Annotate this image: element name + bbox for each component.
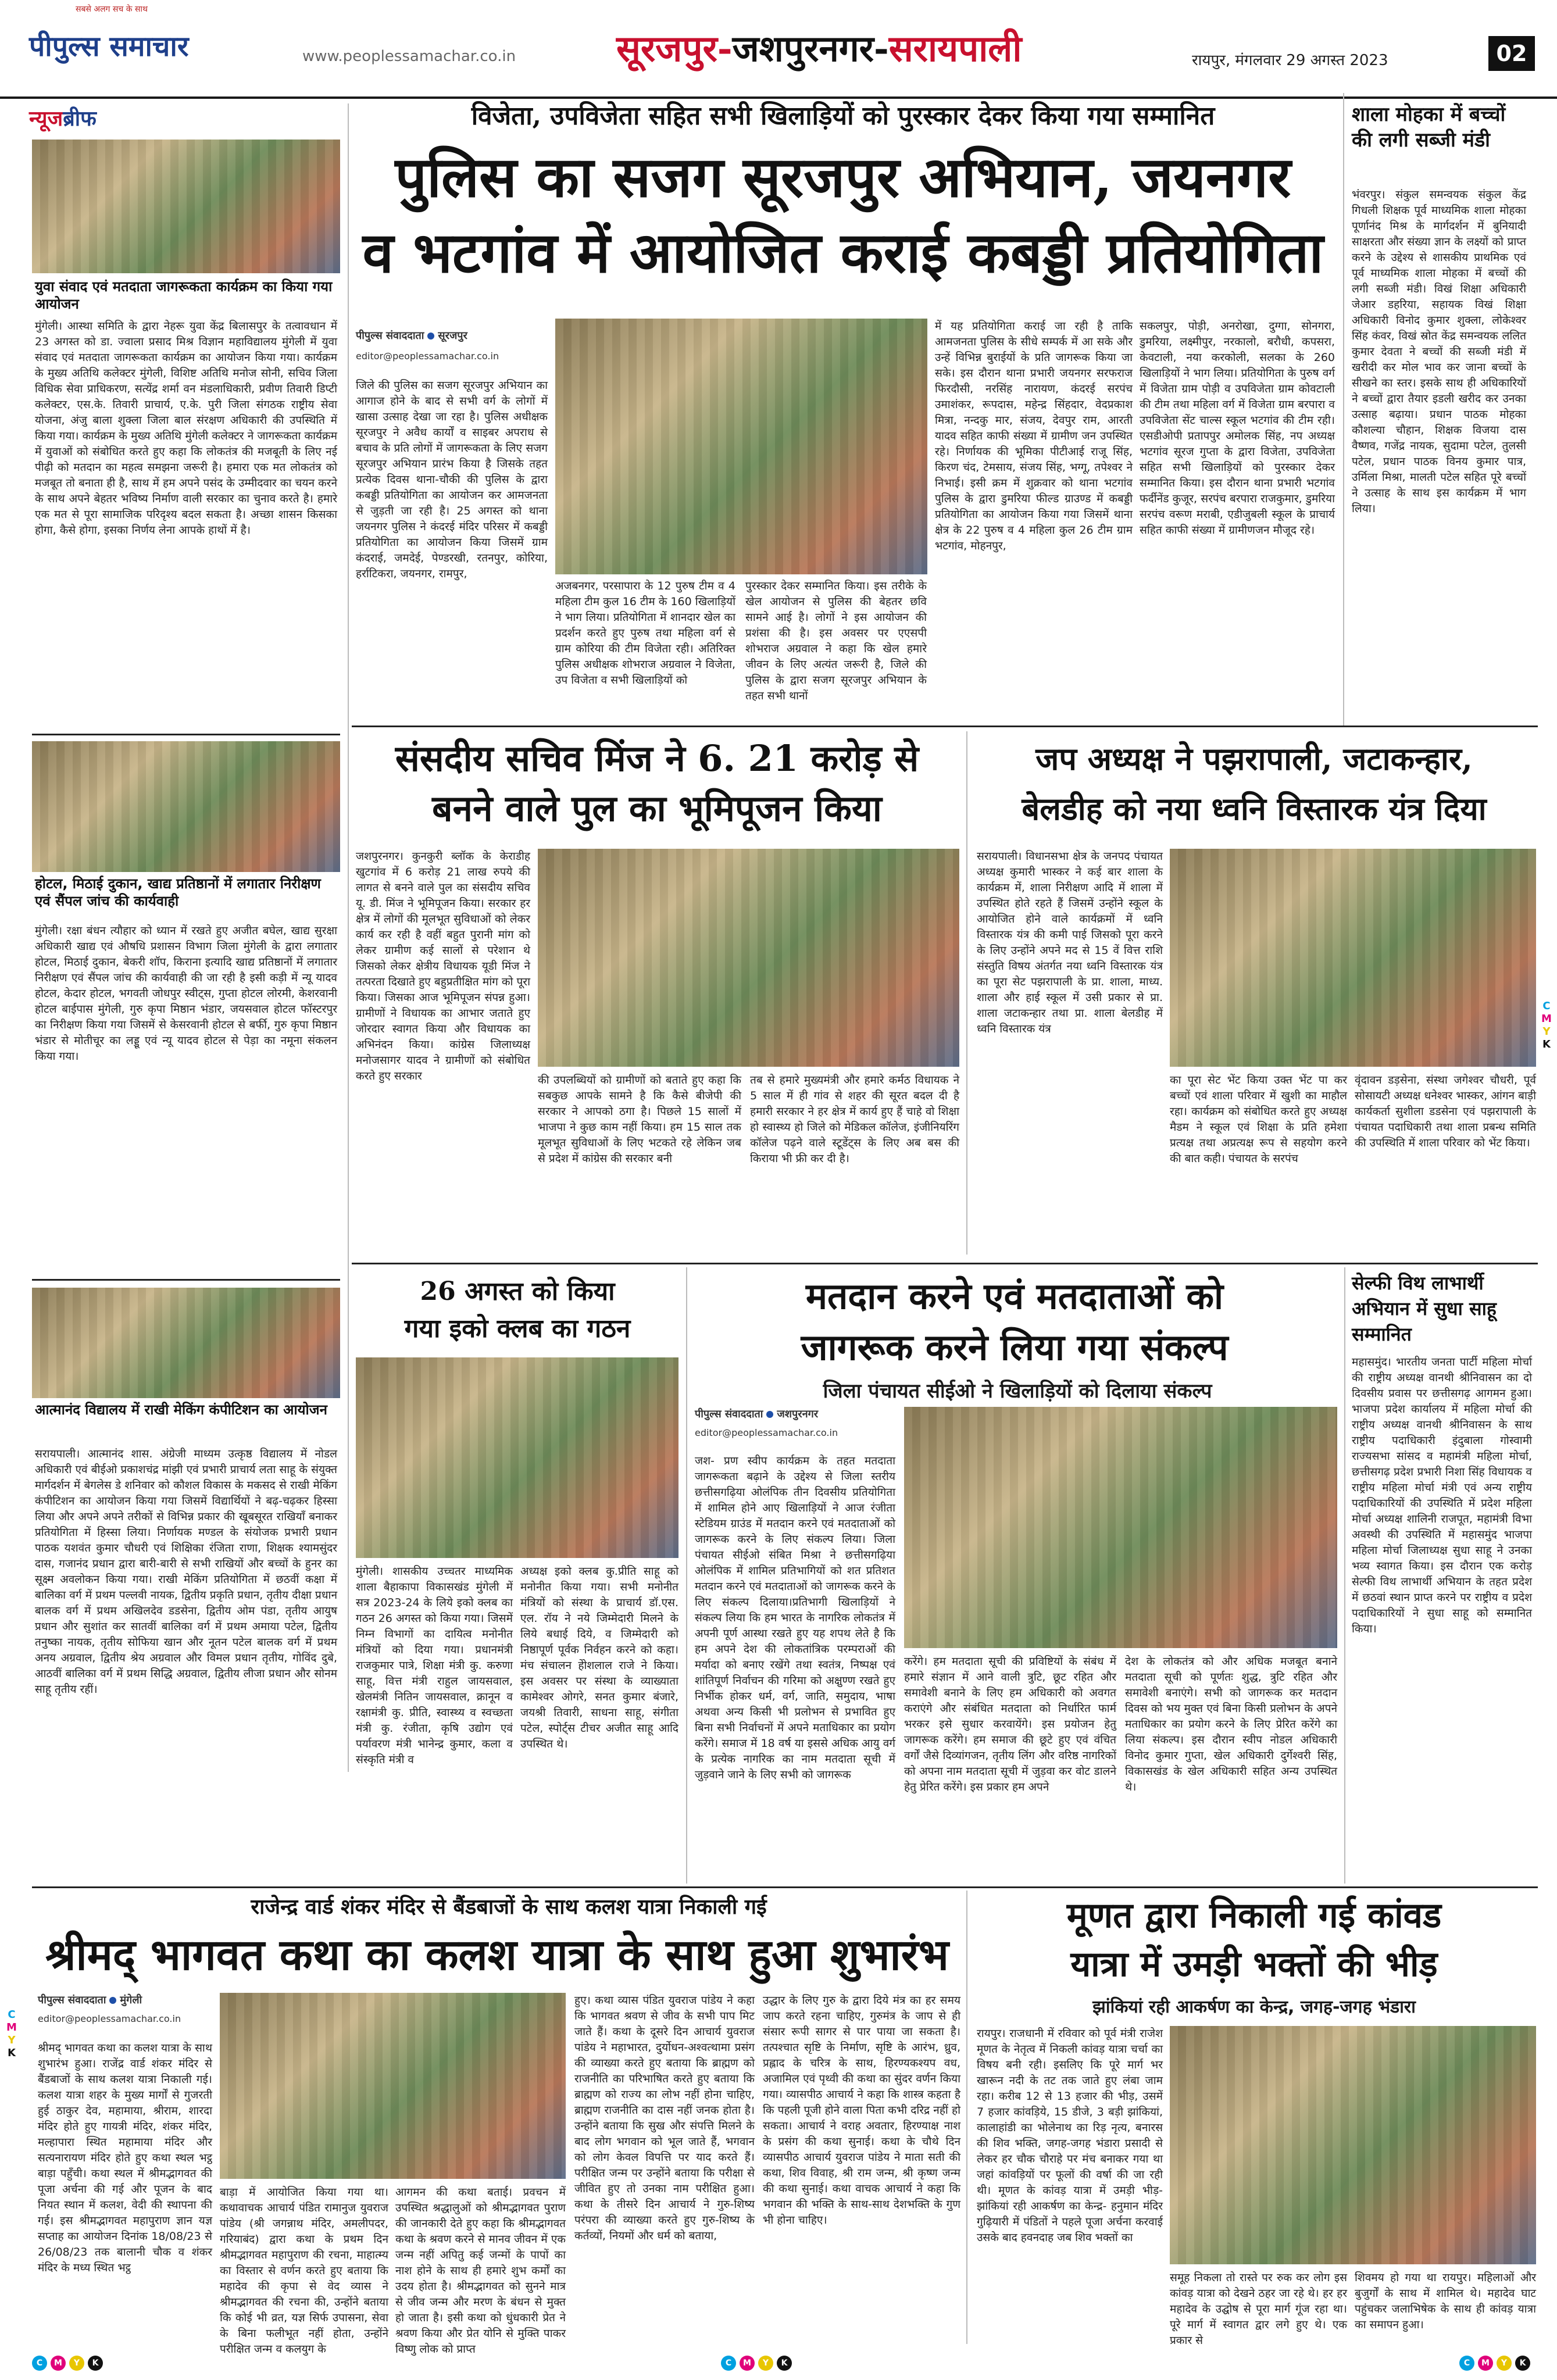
bridge-col-2: की उपलब्धियों को ग्रामीणों को बताते हुए कहा कि सबकुछ आपके सामने है कि कैसे बीजेपी की सरकार ने आपको ठगा है। पिछले 15 सालों में भाजपा ने कुछ काम नहीं किया। हम 15 साल तक मूलभूत सुविधाओं के लिए भटकते रहे लेकिन जब से प्रदेश में कांग्रेस की सरकार बनी xyxy=(538,1074,741,1165)
brief-caption-1: युवा संवाद एवं मतदाता जागरूकता कार्यक्रम का किया गया आयोजन xyxy=(35,278,333,312)
byline-dot-icon xyxy=(427,333,434,340)
loudspeaker-headline-2: बेलडीह को नया ध्वनि विस्तारक यंत्र दिया xyxy=(1022,790,1487,827)
bridge-photo xyxy=(538,849,959,1067)
kanwar-col-1: रायपुर। राजधानी में रविवार को पूर्व मंत्री राजेश मूणत के नेतृत्व में निकली कांवड़ यात्रा चर्चा का विषय बनी रही। इसलिए कि पूरे मार्ग भर खारून नदी के तट तक जाते हुए लंबा जाम रहा। करीब 12 से 13 हजार की भीड़, उसमें 7 हजार कांवड़िये, 15 डीजे, 3 बड़ी झांकियां, कालाहांडी का भोलेनाथ का रिड़ नृत्य, बनारस की शिव भक्ति, जगह-जगह भंडारा प्रसादी से लेकर हर चौक चौराहे पर मंच बनाकर गया था जहां कांवड़ियों पर फूलों की वर्षा की जा रही थी। मूणत के कांवड़ यात्रा में उमड़ी भीड़-झांकियां रही आकर्षण का केन्द्र- हनुमान मंदिर गुढ़ियारी में पंडितों ने पहले पूजा अर्चना करवाई उसके बाद हवनदाह जब शिव भक्तों का xyxy=(977,2027,1163,2244)
paper-tagline: सबसे अलग सच के साथ xyxy=(76,5,148,14)
loudspeaker-col-1: सरायपाली। विधानसभा क्षेत्र के जनपद पंचायत अध्यक्ष कुमारी भास्कर ने कई बार शाला के कार्यक्रम में, शाला निरीक्षण आदि में शाला में उपस्थित होते रहते हैं जिसमें उन्होंने स्कूल के आयोजित होने वाले कार्यक्रमों में ध्वनि विस्तारक यंत्र की कमी पाई जिसको पूरा करने के लिए उन्होंने अपने मद से 15 वें वित्त राशि संस्तुति विषय अंतर्गत नया ध्वनि विस्तारक यंत्र का पूरा सेट पझरापाली के प्रा. शाला, माध्य. शाला और हाई स्कूल में उसी प्रकार से प्रा. शाला जटाकन्हार तथा प्रा. शाला बेलडीह में ध्वनि विस्तारक यंत्र xyxy=(977,850,1163,1035)
edition-surajpur: सूरजपुर- xyxy=(616,27,733,70)
brief-text-2: मुंगेली। रक्षा बंधन त्यौहार को ध्यान में रखते हुए अजीत बघेल, खाद्य सुरक्षा अधिकारी खाद्य एवं औषधि प्रशासन विभाग जिला मुंगेली के द्वारा लगातार होटल, मिठाई दुकान, बेकरी शॉप, किराना इत्यादि खाद्य प्रतिष्ठानों में लगातार निरीक्षण एवं सैंपल जांच की कार्यवाही की जा रही है इसी कड़ी में न्यू यादव होटल, केदार होटल, भगवती जोधपुर स्वीट्स, गुप्ता होटल लोरमी, केशरवानी होटल बाईपास मुंगेली, गुरु कृपा मिष्ठान भंडार, जयसवाल होटल फॉस्टरपुर का निरीक्षण किया गया जिसमें से केसरवानी होटल से बर्फी, गुरु कृपा मिष्ठान भंडार से मोतीचूर का लड्डू एवं न्यू यादव होटल से पेड़ा का नमूना संकलन किया गया। xyxy=(35,924,337,1063)
ecoclub-headline-1: 26 अगस्त को किया xyxy=(420,1277,615,1306)
lower-rule xyxy=(32,1886,1538,1888)
lead-col-4: में यह प्रतियोगिता कराई जा रही है ताकि आमजनता पुलिस के सीधे सम्पर्क में आ सके और उन्हें विभिन्न बुराईयों के प्रति जागरूक किया जा सके। इस दौरान थाना प्रभारी जयनगर सरफराज फिरदौसी, नरसिंह नारायण, कंदरई सरपंच उमाशंकर, रूपदास, महेन्द्र सिंहदार, वेदप्रकाश मित्रा, नन्दकु मार, संजय, देवपुर राम, आरती यादव सहित काफी संख्या में ग्रामीण जन उपस्थित रहे। निर्णायक की भूमिका पीटीआई राजू सिंह, किरण चंद, टेमसाय, संजय सिंह, भग्गू, तपेश्वर ने निभाई। इसी क्रम में शुक्रवार को थाना भटगांव पुलिस के द्वारा डुमरिया फील्ड ग्राउण्ड में कबड्डी प्रतियोगिता का आयोजन किया गया जिसमें थाना क्षेत्र के 22 पुरुष व 4 महिला कुल 26 टीम ग्राम भटगांव, मोहनपुर, xyxy=(935,320,1133,552)
bridge-col-1: जशपुरनगर। कुनकुरी ब्लॉक के केराडीह खुटगांव में 6 करोड़ 21 लाख रुपये की लागत से बनने वाले पुल का संसदीय सचिव यू. डी. मिंज ने भूमिपूजन किया। सरकार हर क्षेत्र में लोगों की मूलभूत सुविधाओं को लेकर कार्य कर रही है वहीं बहुत पुरानी मांग को लेकर ग्रामीण कई सालों से परेशान थे जिसको लेकर क्षेत्रीय विधायक यूडी मिंज ने तत्परता दिखाते हुए बहुप्रतीक्षित मांग को पूरा किया। जिसका आज भूमिपूजन संपन्न हुआ। ग्रामीणों ने विधायक का आभार जताते हुए जोरदार स्वागत किया और विधायक का अभिनंदन किया। कांग्रेस जिलाध्यक्ष मनोजसागर यादव ने ग्रामीणों को संबोधित करते हुए सरकार xyxy=(356,850,530,1082)
bhagwat-byline xyxy=(38,1993,224,2008)
kanwar-subhead: झांकियां रही आकर्षण का केन्द्र, जगह-जगह भंडारा xyxy=(1092,1997,1416,2017)
brief-label-news: न्यूज xyxy=(29,106,63,131)
cmyk-footer-right: C M Y K xyxy=(1459,2356,1530,2371)
lead-email[interactable]: editor@peoplessamachar.co.in xyxy=(356,351,499,362)
loudspeaker-col-2: का पूरा सेट भेंट किया उक्त भेंट पा कर बच्चों एवं शाला परिवार में खुशी का माहौल रहा। कार्यक्रम को संबोधित करते हुए अध्यक्ष मैडम ने स्कूल एवं शिक्षा के प्रति हमेशा प्रत्यक्ष तथा अप्रत्यक्ष रूप से सहयोग करने की बात कही। पंचायत के सरपंच xyxy=(1170,1074,1347,1165)
lead-byline-name: पीपुल्स संवाददाता xyxy=(356,330,424,342)
selfie-text: महासमुंद। भारतीय जनता पार्टी महिला मोर्चा की राष्ट्रीय अध्यक्ष वानथी श्रीनिवासन का दो दिवसीय प्रवास पर छत्तीसगढ़ आगमन हुआ। भाजपा प्रदेश कार्यालय में महिला मोर्चा की राष्ट्रीय अध्यक्ष वानथी श्रीनिवासन के साथ राष्ट्रीय पदाधिकारी इंदुबाला गोस्वामी राज्यसभा सांसद व महामंत्री महिला मोर्चा, छत्तीसगढ़ प्रदेश प्रभारी निशा सिंह विधायक व राष्ट्रीय महिला मोर्चा मंत्री एवं अन्य राष्ट्रीय पदाधिकारियों की उपस्थिति में प्रदेश महिला मोर्चा अध्यक्ष शालिनी राजपूत, महामंत्री विभा अवस्थी की उपस्थिति में महासमुंद भाजपा महिला मोर्चा जिलाध्यक्ष सुधा साहू ने उनका भव्य स्वागत किया। इस दौरान एक करोड़ सेल्फी विथ लाभार्थी अभियान के तहत प्रदेश में छठवां स्थान प्राप्त करने पर राष्ट्रीय व प्रदेश पदाधिकारियों ने सुधा साहू को सम्मानित किया। xyxy=(1352,1356,1532,1635)
bhagwat-byline-place: मुंगेली xyxy=(120,1994,142,2006)
ecoclub-photo xyxy=(356,1357,678,1558)
lead-col-3: पुरस्कार देकर सम्मानित किया। इस तरीके के खेल आयोजन से पुलिस की बेहतर छवि सामने आई है। लोगों ने इस आयोजन की प्रशंसा की है। इस अवसर पर एएसपी शोभराज अग्रवाल ने कहा कि खेल हमारे जीवन के लिए अत्यंत जरूरी है, जिले की पुलिस के द्वारा सजग सूरजपुर अभियान के तहत सभी थानों xyxy=(745,580,927,702)
bhagwat-col-4: हुए। कथा व्यास पंडित युवराज पांडेय ने कहा कि भागवत श्रवण से जीव के सभी पाप मिट जाते हैं। कथा के दूसरे दिन आचार्य युवराज पांडेय ने महाभारत, दुर्योधन-अश्वत्थामा प्रसंग की व्याख्या करते हुए बताया कि ब्राह्मण को राजनीति का परिभाषित करते हुए बताया कि ब्राह्मण को राज्य का लोभ नहीं होना चाहिए, ब्राह्मण राजनीति का दास नहीं जनक होता है। उन्होंने बताया कि सुख और संपत्ति मिलने के बाद लोग भगवान को भूल जाते हैं, भगवान को लोग केवल विपत्ति पर याद करते हैं। परीक्षित जन्म पर उन्होंने बताया कि परीक्षा से जीवित हुए तो उनका नाम परीक्षित हुआ। कथा के तीसरे दिन आचार्य ने गुरु-शिष्य परंपरा की व्याख्या करते हुए गुरु-शिष्य के कर्तव्यों, नियमों और धर्म को बताया, xyxy=(574,1994,755,2242)
page-number: 02 xyxy=(1488,36,1535,71)
voting-byline xyxy=(695,1407,904,1422)
bhagwat-col-2: बाड़ा में आयोजित किया गया था। कथावाचक आचार्य पंडित रामानुज युवराज पांडेय (श्री जगन्नाथ मंदिर, अमलीपदर, गरियाबंद) द्वारा कथा के प्रथम दिन श्रीमद्भागवत महापुराण की रचना, माहात्म्य का विस्तार से वर्णन करते हुए बताया कि महादेव की कृपा से वेद व्यास ने श्रीमद्भागवत की रचना की, उन्होंने बताया कि कोई भी व्रत, यज्ञ सिर्फ उपासना, सेवा के बिना फलीभूत नहीं होता, उन्होंने परीक्षित जन्म व कलयुग के xyxy=(220,2186,388,2356)
bhagwat-kicker: राजेन्द्र वार्ड शंकर मंदिर से बैंडबाजों के साथ कलश यात्रा निकाली गई xyxy=(251,1895,767,1919)
selfie-headline: सेल्फी विथ लाभार्थी अभियान में सुधा साहू सम्मानित xyxy=(1352,1272,1497,1345)
brief-label-brief: ब्रीफ xyxy=(63,106,97,131)
bhagwat-photo xyxy=(220,1993,566,2179)
lead-headline-2: व भटगांव में आयोजित कराई कबड्डी प्रतियोगिता xyxy=(362,220,1324,285)
ecoclub-headline-2: गया इको क्लब का गठन xyxy=(404,1314,631,1343)
dateline: रायपुर, मंगलवार 29 अगस्त 2023 xyxy=(1192,52,1388,69)
brief-photo-2 xyxy=(32,741,340,872)
lead-kicker: विजेता, उपविजेता सहित सभी खिलाड़ियों को पुरस्कार देकर किया गया सम्मानित xyxy=(471,101,1215,131)
edition-saraipali: सरायपाली xyxy=(888,27,1022,70)
cmyk-footer-center: C M Y K xyxy=(721,2356,792,2371)
right1-headline: शाला मोहका में बच्चों की लगी सब्जी मंडी xyxy=(1352,103,1506,152)
bhagwat-headline: श्रीमद् भागवत कथा का कलश यात्रा के साथ हुआ शुभारंभ xyxy=(45,1930,949,1980)
byline-dot-icon xyxy=(766,1411,773,1418)
paper-name: पीपुल्स समाचार xyxy=(29,30,189,63)
bridge-headline-1: संसदीय सचिव मिंज ने 6. 21 करोड़ से xyxy=(395,737,919,780)
kanwar-rule xyxy=(966,1891,967,2344)
bridge-col-3: तब से हमारे मुख्यमंत्री और हमारे कर्मठ विधायक ने 5 साल में ही गांव से शहर की सूरत बदल दी है हमारी सरकार ने हर क्षेत्र में कार्य हुए हैं चाहे वो शिक्षा हो स्वास्थ्य हो जिले को मेडिकल कॉलेज, इंजीनियरिंग कॉलेज पढ़ने वाले स्टूडेंट्स के लिए अब बस की किराया भी फ्री कर दी है। xyxy=(750,1074,959,1165)
byline-dot-icon xyxy=(109,1997,116,2004)
bhagwat-col-3: आगमन की कथा बताई। प्रवचन में उपस्थित श्रद्धालुओं को श्रीमद्भागवत पुराण की जानकारी देते हुए कहा कि श्रीमद्भागवत कथा के श्रवण करने से मानव जीवन में एक जन्म नहीं अपितु कई जन्मों के पापों का नाश होने के साथ ही हमारे शुभ कर्मों का उदय होता है। श्रीमद्भागवत को सुनने मात्र से जीव जन्म और मरण के बंधन से मुक्त हो जाता है। इसी कथा को धुंधकारी प्रेत ने श्रवण किया और प्रेत योनि से मुक्ति पाकर विष्णु लोक को प्राप्त xyxy=(395,2186,566,2356)
edition-title xyxy=(616,23,1022,72)
ecoclub-col-1: मुंगेली। शासकीय उच्चतर माध्यमिक शाला बैहाकापा विकासखंड मुंगेली में सत्र 2023-24 के लिये इको क्लब का गठन 26 अगस्त को किया गया। जिसमें निम्न विभागों का दायित्व मनोनीत मंत्रियों को दिया गया। प्रधानमंत्री राजकुमार पात्रे, शिक्षा मंत्री कु. करुणा साहू, वित्त मंत्री राहुल जायसवाल, खेलमंत्री नितिन जायसवाल, क्रानून व रक्षामंत्री कु. प्रीति, स्वास्थ्य व स्वच्छता मंत्री कु. रंजीता, कृषि उद्योग एवं पर्यावरण मंत्री भानेन्द्र कुमार, कला व संस्कृति मंत्री व xyxy=(356,1565,513,1766)
lead-col-5: सकलपुर, पोड़ी, अनरोखा, दुग्गा, सोनगरा, डुमरिया, लक्ष्मीपुर, नरकालो, बरौधी, कपसरा, केवटाली, नया करकोली, सलका के 260 खिलाड़ियों ने भाग लिया। प्रतियोगिता के पुरुष वर्ग में विजेता ग्राम पोड़ी व उपविजेता ग्राम कोवटाली की टीम तथा महिला वर्ग में विजेता ग्राम बरपारा व उपविजेता सेंट चाल्स स्कूल भटगांव की टीम रही। एसडीओपी प्रतापपुर अमोलक सिंह, नप अध्यक्ष भटगांव सूरज गुप्ता के द्वारा विजेता, उपविजेता सहित सभी खिलाड़ियों को पुरस्कार देकर सम्मानित किया। इस दौरान थाना प्रभारी भटगांव फर्दीनेंड कुजूर, सरपंच बरपारा राजकुमार, डुमरिया सरपंच वरूण मराबी, एडीजुबली स्कूल के प्राचार्य सहित काफी संख्या में ग्रामीणजन मौजूद रहे। xyxy=(1140,320,1335,537)
bridge-rule xyxy=(966,731,967,1255)
voting-byline-name: पीपुल्स संवाददाता xyxy=(695,1408,763,1420)
kanwar-col-3: शिवमय हो गया था रायपुर। महिलाओं और बुजुर्गों के साथ में शामिल थे। महादेव घाट पहुंचकर जलाभिषेक के साथ ही कांवड़ यात्रा का समापन हुआ। xyxy=(1355,2271,1536,2331)
cmyk-marker-right: C M Y K xyxy=(1541,1000,1552,1050)
bridge-headline-2: बनने वाले पुल का भूमिपूजन किया xyxy=(432,787,882,830)
voting-headline-1: मतदान करने एवं मतदाताओं को xyxy=(805,1275,1224,1317)
lead-photo xyxy=(555,319,927,574)
news-brief-label xyxy=(29,103,97,132)
right-column-rule xyxy=(1343,93,1344,727)
masthead xyxy=(0,0,1557,99)
voting-subhead: जिला पंचायत सीईओ ने खिलाड़ियों को दिलाया संकल्प xyxy=(823,1380,1212,1403)
bhagwat-byline-name: पीपुल्स संवाददाता xyxy=(38,1994,106,2006)
selfie-rule xyxy=(1344,1267,1345,1884)
brief-text-3: सरायपाली। आत्मानंद शास. अंग्रेजी माध्यम उत्कृष्ठ विद्यालय में नोडल अधिकारी एवं बीईओ प्रकाशचंद्र मांझी एवं प्रभारी प्राचार्य लता साहू के संयुक्त मार्गदर्शन में बेगलेस डे शनिवार को कौशल विकास के मकसद से राखी मेकिंग कंपीटिशन का आयोजन किया गया जिसमें विद्यार्थियों ने बढ़-चढ़कर हिस्सा लिया और अपने अपने तरीकों से विभिन्न प्रकार की खूबसूरत राखियाँ बनाकर प्रतियोगिता में हिस्सा लिया। निर्णायक मण्डल के संयोजक प्रभारी प्रधान पाठक यशवंत कुमार चौधरी एवं शिक्षिका रंजिता राणा, शिक्षक श्यामसुंदर दास, गजानंद प्रधान द्वारा बारी-बारी से सभी राखियों और बच्चों के हुनर का सूक्ष्म अवलोकन किया गया। राखी मेकिंग प्रतियोगिता में छठवीं कक्षा में बालिका वर्ग में प्रथम पल्लवी नायक, द्वितीय प्रकृति प्रधान, तृतीय दीक्षा प्रधान बालक वर्ग में प्रथम अखिलदेव डडसेना, द्वितीय ओम पंडा, तृतीय आयुष प्रधान और सुशांत कर सातवीं बालिका वर्ग में प्रथम अमाया पटेल, द्वितीय तनुष्का नायक, तृतीय सोफिया खान और नूतन पटेल बालक वर्ग में प्रथम अनय अग्रवाल, द्वितीय श्रेय अग्रवाल और विमल प्रधान तृतीय, गोविंद दुबे, आठवीं बालिका वर्ग में प्रथम सिद्धि अग्रवाल, द्वितीय लीजा प्रधान और सोनम साहू तृतीय रहीं। xyxy=(35,1448,337,1696)
brief-divider-2 xyxy=(32,1279,340,1281)
brief-text-1: मुंगेली। आस्था समिति के द्वारा नेहरू युवा केंद्र बिलासपुर के तत्वावधान में 23 अगस्त को डा. ज्वाला प्रसाद मिश्र विज्ञान महाविद्यालय मुंगेली में युवा संवाद एवं मतदाता जागरूकता कार्यक्रम का आयोजन किया गया। कार्यक्रम के मुख्य अतिथि कलेक्टर मुंगेली, विशिष्ट अतिथि मनोज सोनी, सचिव जिला विधिक सेवा प्राधिकरण, सत्येंद्र शर्मा वन मंडलाधिकारी, प्रवीण तिवारी डिप्टी कलेक्टर, एस.के. तिवारी प्राचार्य, ए.के. पुरी जिला संगठक राष्ट्रीय सेवा योजना, अंजु बाला शुक्ला जिला बाल संरक्षण अधिकारी की उपस्थिति में किया गया। कार्यक्रम के मुख्य अतिथि मुंगेली कलेक्टर ने जागरूकता कार्यक्रम में युवाओं को संबोधित करते हुए कहा कि लोकतंत्र की मजबूती के लिए नई पीढ़ी को मतदान का महत्व समझना जरूरी है। हमारा एक मत लोकतंत्र को मजबूत तो बनाता ही है, साथ में हम अपने पसंद के उम्मीदवार का चयन करने के साथ अपने बेहतर भविष्य निर्माण वाली सरकार का चुनाव करते है। हमारे एक मत से पूरा सामाजिक परिदृश्य बदल सकता है। अच्छा शासन किसका होगा, कैसे होगा, इसका निर्णय लेना आपके हाथों में है। xyxy=(35,320,337,537)
lead-byline-place: सूरजपुर xyxy=(438,330,467,342)
lead-col-1: जिले की पुलिस का सजग सूरजपुर अभियान का आगाज होने के बाद से सभी वर्ग के लोगों में खासा उत्साह देखा जा रहा है। पुलिस अधीक्षक सूरजपुर ने अवैध कार्यों व साइबर अपराध से बचाव के प्रति लोगों में जागरूकता के लिए सजग सूरजपुर अभियान प्रारंभ किया है जिसके तहत प्रत्येक दिवस थाना-चौकी की पुलिस के द्वारा कबड्डी प्रतियोगिता का आयोजन कर आमजनता से जुड़ती जा रही है। 25 अगस्त को थाना जयनगर पुलिस ने कंदरई मंदिर परिसर में कबड्डी प्रतियोगिता का आयोजन किया जिसमें ग्राम कंदराई, जमदेई, पेण्डरखी, रतनपुर, कोरिया, हर्राटिकरा, जयनगर, रामपुर, xyxy=(356,379,548,580)
brief-photo-3 xyxy=(32,1288,340,1398)
ecoclub-rule xyxy=(686,1267,687,1884)
voting-byline-place: जशपुरनगर xyxy=(777,1408,819,1420)
edition-jashpur: जशपुरनगर- xyxy=(732,27,889,70)
loudspeaker-col-3: वृंदावन डड़सेना, संस्था जगेश्वर चौधरी, पूर्व सोसायटी अध्यक्ष धनेश्वर भास्कर, आंगन बाड़ी कार्यकर्ता सुशीला डडसेना एवं पझरापाली के पंचायत पदाधिकारी तथा शाला प्रबन्ध समिति की उपस्थिति में शाला परिवार को भेंट किया। xyxy=(1355,1074,1536,1149)
paper-logo xyxy=(29,22,297,69)
kanwar-headline-2: यात्रा में उमड़ी भक्तों की भीड़ xyxy=(1070,1944,1438,1985)
loudspeaker-photo xyxy=(1170,849,1536,1067)
voting-col-2: करेंगे। हम मतदाता सूची की प्रविष्टियों के संबंध में हमारे संज्ञान में आने वाली त्रुटि, छूट रहित और समावेशी बनाने के लिए हम अधिकारी को अवगत कराएंगे और संबंधित मतदाता को निर्धारित फार्म भरकर इसे सुधार करवायेंगे। इस प्रयोजन हेतु जागरूक करेंगे। हम समाज की छूटे हुए एवं वंचित वर्गों जैसे दिव्यांगजन, तृतीय लिंग और वरिष्ठ नागरिकों को अपना नाम मतदाता सूची में जुड़वा कर वोट डालने हेतु प्रेरित करेंगे। इस प्रकार हम अपने xyxy=(904,1655,1116,1793)
mid-rule xyxy=(352,1263,1538,1264)
brief-caption-2: होटल, मिठाई दुकान, खाद्य प्रतिष्ठानों में लगातार निरीक्षण एवं सैंपल जांच की कार्यवाही xyxy=(35,875,321,909)
lead-headline-1: पुलिस का सजग सूरजपुर अभियान, जयनगर xyxy=(395,144,1291,210)
voting-photo xyxy=(904,1407,1337,1648)
bhagwat-col-5: उद्धार के लिए गुरु के द्वारा दिये मंत्र का हर समय जाप करते रहना चाहिए, गुरुमंत्र के जाप से ही संसार रूपी सागर से पार पाया जा सकता है। तत्पश्चात सृष्टि के निर्माण, सृष्टि के आरंभ, ध्रुव, प्रह्लाद के चरित्र के साथ, हिरण्यकश्यप वध, अजामिल एवं पृथ्वी की कथा का सुंदर वर्णन किया गया। व्यासपीठ आचार्य ने कहा कि शास्त्र कहता है कि पहली पूजी होने वाला पिता कभी दरिद्र नहीं हो सकता। आचार्य ने वराह अवतार, हिरण्याक्ष नाश के प्रसंग की कथा सुनाई। कथा के चौथे दिन व्यासपीठ आचार्य युवराज पांडेय ने माता सती की कथा, शिव विवाह, श्री राम जन्म, श्री कृष्ण जन्म की कथा सुनाई। कथा वाचक आचार्य ने कहा कि भगवान की भक्ति के साथ-साथ देशभक्ति के गुण भी होना चाहिए। xyxy=(763,1994,960,2227)
bhagwat-col-1: श्रीमद् भागवत कथा का कलश यात्रा के साथ शुभारंभ हुआ। राजेंद्र वार्ड शंकर मंदिर से बैंडबाजों के साथ कलश यात्रा निकाली गई। कलश यात्रा शहर के मुख्य मार्गों से गुजरती हुई ठाकुर देव, महामाया, श्रीराम, शारदा मंदिर होते हुए गायत्री मंदिर, शंकर मंदिर, मल्हापारा स्थित महामाया मंदिर और सत्यनारायण मंदिर होते हुए कथा स्थल भट्ठ बाड़ा पहुँची। कथा स्थल में श्रीमद्भागवत की पूजा अर्चना की गई और पूजन के बाद नियत स्थान में कलश, वेदी की स्थापना की गई। इस श्रीमद्भागवत महापुराण ज्ञान यज्ञ सप्ताह का आयोजन दिनांक 18/08/23 से 26/08/23 तक बालानी चौक व शंकर मंदिर के मध्य स्थित भट्ठ xyxy=(38,2042,212,2274)
right1-text: भंवरपुर। संकुल समन्वयक संकुल केंद्र गिधली शिक्षक पूर्व माध्यमिक शाला मोहका पूर्णानंद मिश्र के मार्गदर्शन में बुनियादी साक्षरता और संख्या ज्ञान के लक्ष्यों को प्राप्त करने के उद्देश्य से शासकीय प्राथमिक एवं पूर्व माध्यमिक शाला मोहका में बच्चों की लगी सब्जी मंडी। विखं शिक्षा अधिकारी जेआर डहरिया, सहायक विखं शिक्षा अधिकारी विनोद कुमार शुक्ला, लोकेश्वर सिंह कंवर, विखं स्रोत केंद्र समन्वयक ललित कुमार देवता ने बच्चों की सब्जी मंडी में खरीदी कर मोल भाव कर जाना बच्चों के सीखने का स्तर। इसके साथ ही अधिकारियों ने बच्चों द्वारा तैयार इडली खरीद कर उनका उत्साह बढ़ाया। प्रधान पाठक मोहका कौशल्या चौहान, शिक्षक विजया दास वैष्णव, गजेंद्र नायक, सुदामा पटेल, तुलसी पटेल, प्रधान पाठक विनय कुमार पात्र, उर्मिला मिश्रा, मालती पटेल सहित पूरे बच्चों ने उत्साह के साथ इस कार्यक्रम में भाग लिया। xyxy=(1352,188,1526,515)
lead-col-2: अजबनगर, परसापारा के 12 पुरुष टीम व 4 महिला टीम कुल 16 टीम के 160 खिलाड़ियों ने भाग लिया। प्रतियोगिता में शानदार खेल का प्रदर्शन करते हुए पुरुष तथा महिला वर्ग से ग्राम कोरिया की टीम विजेता रही। अतिरिक्त पुलिस अधीक्षक शोभराज अग्रवाल ने विजेता, उप विजेता व सभी खिलाड़ियों को xyxy=(555,580,735,687)
cmyk-footer-left: C M Y K xyxy=(32,2356,103,2371)
voting-headline-2: जागरूक करने लिया गया संकल्प xyxy=(801,1326,1229,1368)
voting-col-3: देश के लोकतंत्र को और अधिक मजबूत बनाने मतदाता सूची को पूर्णतः शुद्ध, त्रुटि रहित और समावेशी बनाएंगे। सभी को जागरूक कर मतदान दिवस को भय मुक्त एवं बिना किसी प्रलोभन के अपने मताधिकार का प्रयोग करने के लिए प्रेरित करेंगे का लिया संकल्प। इस दौरान स्वीप नोडल अधिकारी विनोद कुमार गुप्ता, खेल अधिकारी दुर्गेश्वरी सिंह, विकासखंड के खेल अधिकारी सहित अन्य उपस्थित थे। xyxy=(1125,1655,1337,1793)
loudspeaker-headline-1: जप अध्यक्ष ने पझरापाली, जटाकन्हार, xyxy=(1035,740,1473,777)
cmyk-marker-left: C M Y K xyxy=(6,2009,17,2059)
lead-byline xyxy=(356,328,553,344)
ecoclub-col-2: अध्यक्ष इको क्लब कु.प्रीति साहू को मनोनीत किया गया। सभी मनोनीत मंत्रियों को संस्था के प्राचार्य डॉ.एस. एल. रॉय ने नये जिम्मेदारी मिलने के लिये बधाई दिये, व जिम्मेदारी को निष्ठापूर्ण पूर्वक निर्वहन करने को कहा। मंच संचालन हेोशलाल राजे ने किया। इस अवसर पर संस्था के व्याख्याता कामेश्वर ओगरे, सनत कुमार बंजारे, जयश्री तिवारी, साधना साहू, संगीता पटेल, स्पोर्ट्स टीचर अजीत साहू आदि उपस्थित थे। xyxy=(520,1565,678,1750)
kanwar-photo xyxy=(1170,2026,1536,2264)
left-column-rule xyxy=(348,103,349,1772)
brief-caption-3: आत्मानंद विद्यालय में राखी मेकिंग कंपीटिशन का आयोजन xyxy=(35,1402,327,1418)
kanwar-col-2: समूह निकला तो रास्ते पर रुक कर लोग इस कांवड़ यात्रा को देखने ठहर जा रहे थे। हर हर महादेव के उद्घोष से पूरा मार्ग गूंज रहा था। पूरे मार्ग में स्वागत द्वार लगे हुए थे। एक प्रकार से xyxy=(1170,2271,1347,2347)
brief-divider-1 xyxy=(32,734,340,735)
voting-email[interactable]: editor@peoplessamachar.co.in xyxy=(695,1427,838,1438)
bhagwat-email[interactable]: editor@peoplessamachar.co.in xyxy=(38,2013,181,2024)
voting-col-1: जश- प्रण स्वीप कार्यक्रम के तहत मतदाता जागरूकता बढ़ाने के उद्देश्य से जिला स्तरीय छत्तीसगढ़िया ओलंपिक तीन दिवसीय प्रतियोगिता में शामिल होने आए खिलाड़ियों ने आज रंजीता स्टेडियम ग्राउंड में मतदान करने एवं मतदाताओं को जागरूक करने के लिए संकल्प लिया। जिला पंचायत सीईओ संबित मिश्रा ने छत्तीसगढ़िया ओलंपिक में शामिल प्रतिभागियों को शत प्रतिशत मतदान करने एवं मतदाताओं को जागरूक करने के लिए संकल्प दिलाया।प्रतिभागी खिलाड़ियों ने संकल्प लिया कि हम भारत के नागरिक लोकतंत्र में अपनी पूर्ण आस्था रखते हुए यह शपथ लेते है कि हम अपने देश की लोकतांत्रिक परम्पराओं की मर्यादा को बनाए रखेंगे तथा स्वतंत्र, निष्पक्ष एवं शांतिपूर्ण निर्वाचन की गरिमा को अक्षुण्ण रखते हुए निर्भीक होकर धर्म, वर्ग, जाति, समुदाय, भाषा अथवा अन्य किसी भी प्रलोभन से प्रभावित हुए बिना सभी निर्वाचनों में अपने मताधिकार का प्रयोग करेंगे। समाज में 18 वर्ष या इससे अधिक आयु वर्ग के प्रत्येक नागरिक का नाम मतदाता सूची में जुड़वाने जाने के लिए सभी को जागरूक xyxy=(695,1455,895,1781)
site-url[interactable]: www.peoplessamachar.co.in xyxy=(302,48,516,65)
brief-photo-1 xyxy=(32,140,340,273)
kanwar-headline-1: मूणत द्वारा निकाली गई कांवड xyxy=(1066,1895,1442,1936)
lead-bottom-rule xyxy=(352,726,1538,727)
